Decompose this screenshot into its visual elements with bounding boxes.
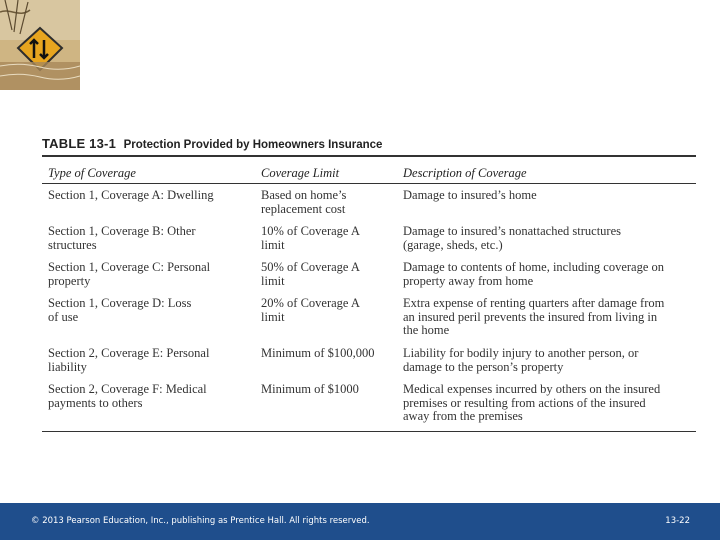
description-cell — [403, 297, 695, 338]
type-cell-line: of use — [48, 309, 79, 324]
type-cell-line: structures — [48, 237, 97, 252]
table-top-rule — [42, 155, 696, 157]
footer-bar — [0, 503, 720, 540]
description-cell-line: an insured peril prevents the insured from living in — [403, 309, 658, 324]
limit-cell-line: limit — [261, 309, 285, 324]
limit-cell-line: replacement cost — [261, 201, 346, 216]
description-cell-line: (garage, sheds, etc.) — [403, 237, 503, 252]
limit-cell-line: 20% of Coverage A — [261, 296, 360, 310]
description-cell-line: Damage to insured’s home — [403, 188, 537, 202]
type-cell-line: Section 1, Coverage B: Other — [48, 224, 196, 238]
limit-cell-line: 50% of Coverage A — [261, 260, 360, 274]
type-cell — [48, 297, 253, 324]
type-cell-line: Section 2, Coverage F: Medical — [48, 382, 207, 396]
description-cell — [403, 261, 695, 288]
limit-cell — [261, 225, 396, 252]
type-cell — [48, 189, 253, 203]
description-cell — [403, 225, 695, 252]
limit-cell — [261, 261, 396, 288]
type-cell-line: payments to others — [48, 395, 143, 410]
description-cell — [403, 189, 695, 203]
description-cell-line: property away from home — [403, 273, 534, 288]
description-cell-line: Damage to contents of home, including coverage on — [403, 260, 665, 274]
type-cell-line: liability — [48, 359, 87, 374]
type-cell — [48, 261, 253, 288]
table-header-rule — [42, 183, 696, 184]
limit-cell-line: Minimum of $1000 — [261, 382, 359, 396]
copyright-text: © 2013 Pearson Education, Inc., publishing as Prentice Hall. All rights reserved. — [31, 516, 370, 526]
page-number: 13-22 — [665, 516, 690, 526]
description-cell-line: Liability for bodily injury to another person, or — [403, 346, 639, 360]
description-cell-line: damage to the person’s property — [403, 359, 564, 374]
type-cell-line: Section 2, Coverage E: Personal — [48, 346, 210, 360]
type-cell-line: property — [48, 273, 91, 288]
limit-cell-line: limit — [261, 273, 285, 288]
description-cell-line: premises or resulting from actions of the insured — [403, 395, 646, 410]
table-bottom-rule — [42, 431, 696, 432]
description-cell — [403, 383, 695, 424]
header-description: Description of Coverage — [403, 166, 527, 180]
table-title — [42, 136, 382, 151]
type-cell — [48, 225, 253, 252]
header-coverage-limit: Coverage Limit — [261, 166, 340, 180]
description-cell-line: away from the premises — [403, 409, 523, 423]
flood-road-sign-image — [0, 0, 80, 90]
table-number: TABLE 13-1 — [42, 136, 116, 151]
description-cell-line: Medical expenses incurred by others on the insured — [403, 382, 661, 396]
limit-cell — [261, 297, 396, 324]
description-cell — [403, 347, 695, 374]
description-cell-line: Damage to insured’s nonattached structures — [403, 224, 621, 238]
description-cell-line: the home — [403, 323, 450, 337]
limit-cell — [261, 347, 396, 361]
limit-cell-line: Minimum of $100,000 — [261, 346, 375, 360]
limit-cell-line: Based on home’s — [261, 188, 347, 202]
limit-cell — [261, 383, 396, 397]
limit-cell-line: 10% of Coverage A — [261, 224, 360, 238]
limit-cell — [261, 189, 396, 216]
type-cell-line: Section 1, Coverage D: Loss — [48, 296, 192, 310]
header-type-of-coverage: Type of Coverage — [48, 166, 136, 180]
limit-cell-line: limit — [261, 237, 285, 252]
type-cell-line: Section 1, Coverage C: Personal — [48, 260, 211, 274]
table-caption: Protection Provided by Homeowners Insurance — [123, 139, 383, 151]
type-cell-line: Section 1, Coverage A: Dwelling — [48, 188, 214, 202]
type-cell — [48, 383, 253, 410]
type-cell — [48, 347, 253, 374]
description-cell-line: Extra expense of renting quarters after damage from — [403, 296, 665, 310]
